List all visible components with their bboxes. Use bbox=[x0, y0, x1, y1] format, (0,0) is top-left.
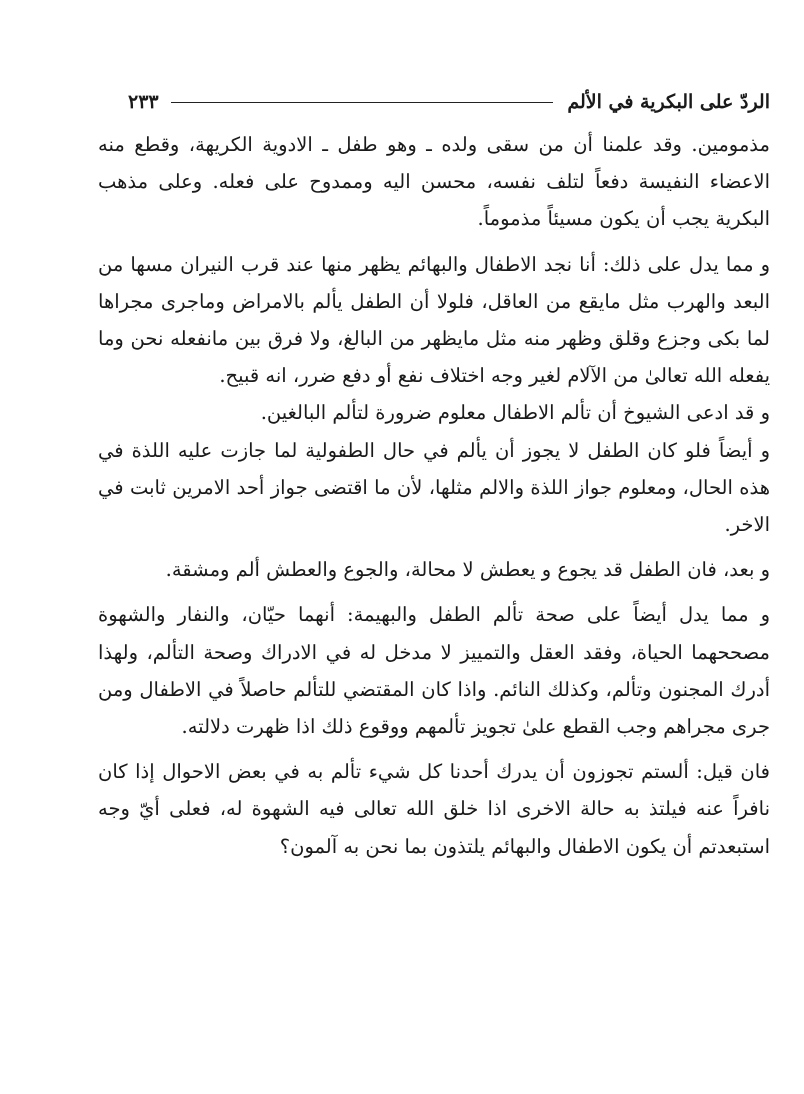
body-text bbox=[98, 126, 770, 865]
paragraph: مذمومين. وقد علمنا أن من سقى ولده ـ وهو طفل ـ الادوية الكريهة، وقطع منه الاعضاء النفيسة دفعاً لتلف نفسه، محسن اليه وممدوح على فعله. وعلى مذهب البكرية يجب أن يكون مسيئاً مذموماً. bbox=[98, 133, 770, 231]
header-rule bbox=[171, 102, 554, 103]
paragraph: و مما يدل أيضاً على صحة تألم الطفل والبهيمة: أنهما حيّان، والنفار والشهوة مصححهما الحياة، وفقد العقل والتمييز لا مدخل له في الادراك وصحة التألم، ولهذا أدرك المجنون وتألم، وكذلك النائم. واذا كان المقتضي للتألم حاصلاً في الاطفال ومن جرى مجراهم وجب القطع علىٰ تجويز تألمهم ووقوع ذلك اذا ظهرت دلالته. bbox=[98, 603, 770, 739]
paragraph: و مما يدل على ذلك: أنا نجد الاطفال والبهائم يظهر منها عند قرب النيران مسها من البعد والهرب مثل مايقع من العاقل، فلولا أن الطفل يألم بالامراض وماجرى مجراها لما بكى وجزع وقلق وظهر منه مثل مايظهر من البالغ، ولا فرق بين مانفعله نحن وما يفعله الله تعالىٰ من الآلام لغير وجه اختلاف نفع أو دفع ضرر، انه قبيح. bbox=[98, 252, 770, 388]
paragraph: و بعد، فان الطفل قد يجوع و يعطش لا محالة، والجوع والعطش ألم ومشقة. bbox=[165, 558, 770, 582]
running-title: الردّ على البكرية في الألم bbox=[567, 91, 770, 113]
page-header bbox=[128, 84, 770, 120]
paragraph: فان قيل: ألستم تجوزون أن يدرك أحدنا كل شيء تألم به في بعض الاحوال إذا كان نافراً عنه فيلتذ به حالة الاخرى اذا خلق الله تعالى فيه الشهوة له، فعلى أيّ وجه استبعدتم أن يكون الاطفال والبهائم يلتذون بما نحن به آلمون؟ bbox=[98, 760, 770, 858]
paragraph: و أيضاً فلو كان الطفل لا يجوز أن يألم في حال الطفولية لما جازت عليه اللذة في هذه الحال، ومعلوم جواز اللذة والالم مثلها، لأن ما اقتضى جواز أحد الامرين ثابت في الاخر. bbox=[98, 438, 770, 537]
page-number: ٢٣٣ bbox=[128, 91, 159, 113]
paragraph: و قد ادعى الشيوخ أن تألم الاطفال معلوم ضرورة لتألم البالغين. bbox=[260, 401, 770, 425]
